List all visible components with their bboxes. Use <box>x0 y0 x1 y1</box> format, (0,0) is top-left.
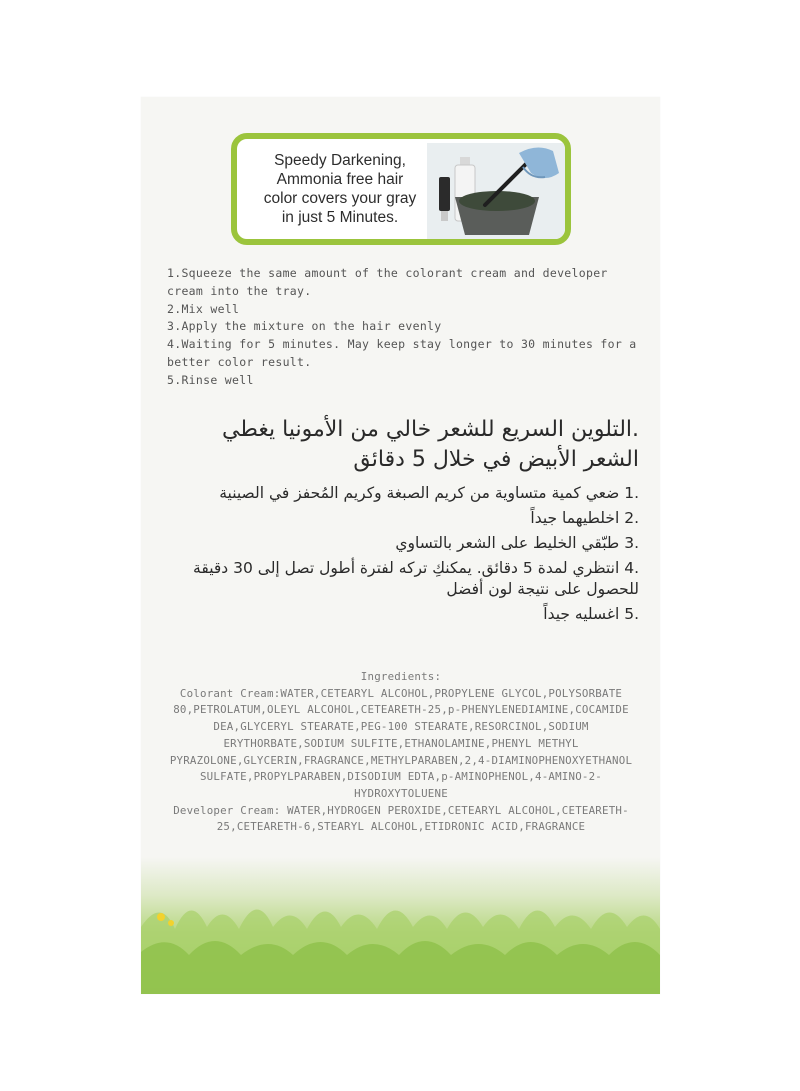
arabic-step: .5 اغسليه جيداً <box>543 605 639 623</box>
instruction-step: 4.Waiting for 5 minutes. May keep stay longer to 30 minutes for a better color result. <box>167 337 637 369</box>
instruction-step: 5.Rinse well <box>167 372 254 387</box>
bowl-icon <box>455 191 539 235</box>
arabic-title-line: الشعر الأبيض في خلال 5 دقائق <box>353 447 639 472</box>
instruction-step: 1.Squeeze the same amount of the colorant cream and developer cream into the tray. <box>167 266 608 298</box>
hair-color-illustration <box>427 143 567 243</box>
colorant-ingredients: Colorant Cream:WATER,CETEARYL ALCOHOL,PROPYLENE GLYCOL,POLYSORBATE 80,PETROLATUM,OLEYL ALCOHOL,CETEARETH-25,p-PHENYLENEDIAMINE,COCAMIDE DEA,GLYCERYL STEARATE,PEG-100 STEARATE,RESORCINOL,SODIUM ERYTHORBATE,SODIUM SULFITE,ETHANOLAMINE,PHENYL METHYL PYRAZOLONE,GLYCERIN,FRAGRANCE,METHYLPARABEN,2,4-DIAMINOPHENOXYETHANOL SULFATE,PROPYLPARABEN,DISODIUM EDTA,p-AMINOPHENOL,4-AMINO-2-HYDROXYTOLUENE <box>169 686 633 800</box>
ingredients-section <box>155 669 647 836</box>
instruction-step: 3.Apply the mixture on the hair evenly <box>167 319 442 334</box>
promo-line: Ammonia free hair <box>276 171 404 188</box>
instruction-step: 2.Mix well <box>167 301 240 316</box>
promo-line: Speedy Darkening, <box>274 152 406 169</box>
instructions-english <box>167 265 642 390</box>
product-card <box>141 97 660 994</box>
arabic-title-line: .التلوين السريع للشعر خالي من الأمونيا يغطي <box>222 417 639 442</box>
arabic-step: .4 انتظري لمدة 5 دقائق. يمكنكِ تركه لفترة أطول تصل إلى 30 دقيقة للحصول على نتيجة لون أفضل <box>193 559 639 598</box>
ingredients-heading: Ingredients: <box>360 670 442 683</box>
arabic-step: .1 ضعي كمية متساوية من كريم الصبغة وكريم المُحفز في الصينية <box>219 484 639 502</box>
promo-line: in just 5 Minutes. <box>281 209 399 226</box>
developer-ingredients: Developer Cream: WATER,HYDROGEN PEROXIDE,CETEARYL ALCOHOL,CETEARETH-25,CETEARETH-6,STEARYL ALCOHOL,ETIDRONIC ACID,FRAGRANCE <box>173 803 629 834</box>
arabic-title <box>169 415 639 475</box>
promo-text <box>259 151 421 227</box>
grass-meadow-image <box>141 857 660 994</box>
promo-box <box>231 133 571 245</box>
arabic-step: .2 اخلطيهما جيداً <box>530 509 639 527</box>
arabic-step: .3 طبّقي الخليط على الشعر بالتساوي <box>395 534 639 552</box>
grass-blades <box>141 857 660 994</box>
promo-line: color covers your gray <box>263 190 417 207</box>
instructions-arabic <box>169 415 639 629</box>
